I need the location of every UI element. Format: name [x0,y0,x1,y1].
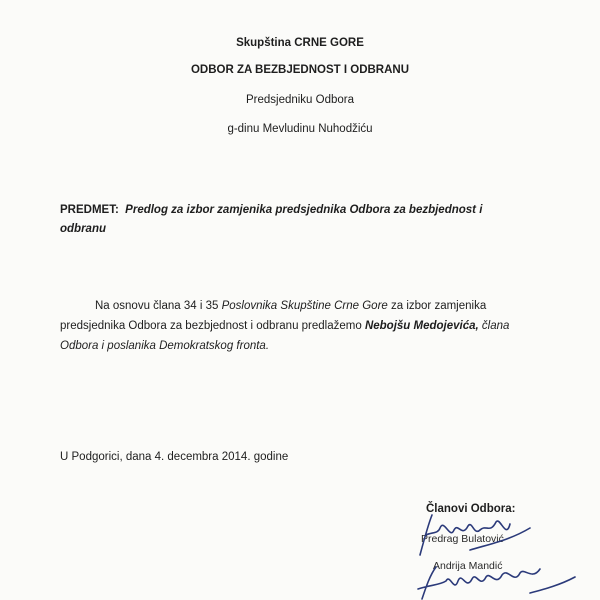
subject-label: PREDMET: [60,204,119,216]
recipient-title: Predsjedniku Odbora [245,94,355,106]
date-place-line: U Podgorici, dana 4. decembra 2014. godine [60,451,289,463]
subject-line [60,201,530,239]
nominee-description: člana Odbora i poslanika Demokratskog fronta. [60,320,510,352]
recipient-name: g-dinu Mevludinu Nuhodžiću [227,123,373,135]
body-text-1: Na osnovu člana 34 i 35 [95,300,222,312]
body-text-3: za izbor zamjenika predsjednika Odbora za bezbjednost i odbranu predlažemo [60,300,487,332]
members-title: Članovi Odbora: [426,503,516,515]
subject-text: Predlog za izbor zamjenika predsjednika Odbora za bezbjednost i odbranu [60,204,483,235]
body-text-rules: Poslovnika Skupštine Crne Gore [221,300,388,312]
member-name: Predrag Bulatović [421,533,504,545]
institution-name: Skupština CRNE GORE [236,37,364,49]
committee-name: ODBOR ZA BEZBJEDNOST I ODBRANU [190,64,410,76]
member-name: Andrija Mandić [433,560,503,572]
body-paragraph [60,296,540,356]
nominee-name: Nebojšu Medojevića, [364,320,479,332]
